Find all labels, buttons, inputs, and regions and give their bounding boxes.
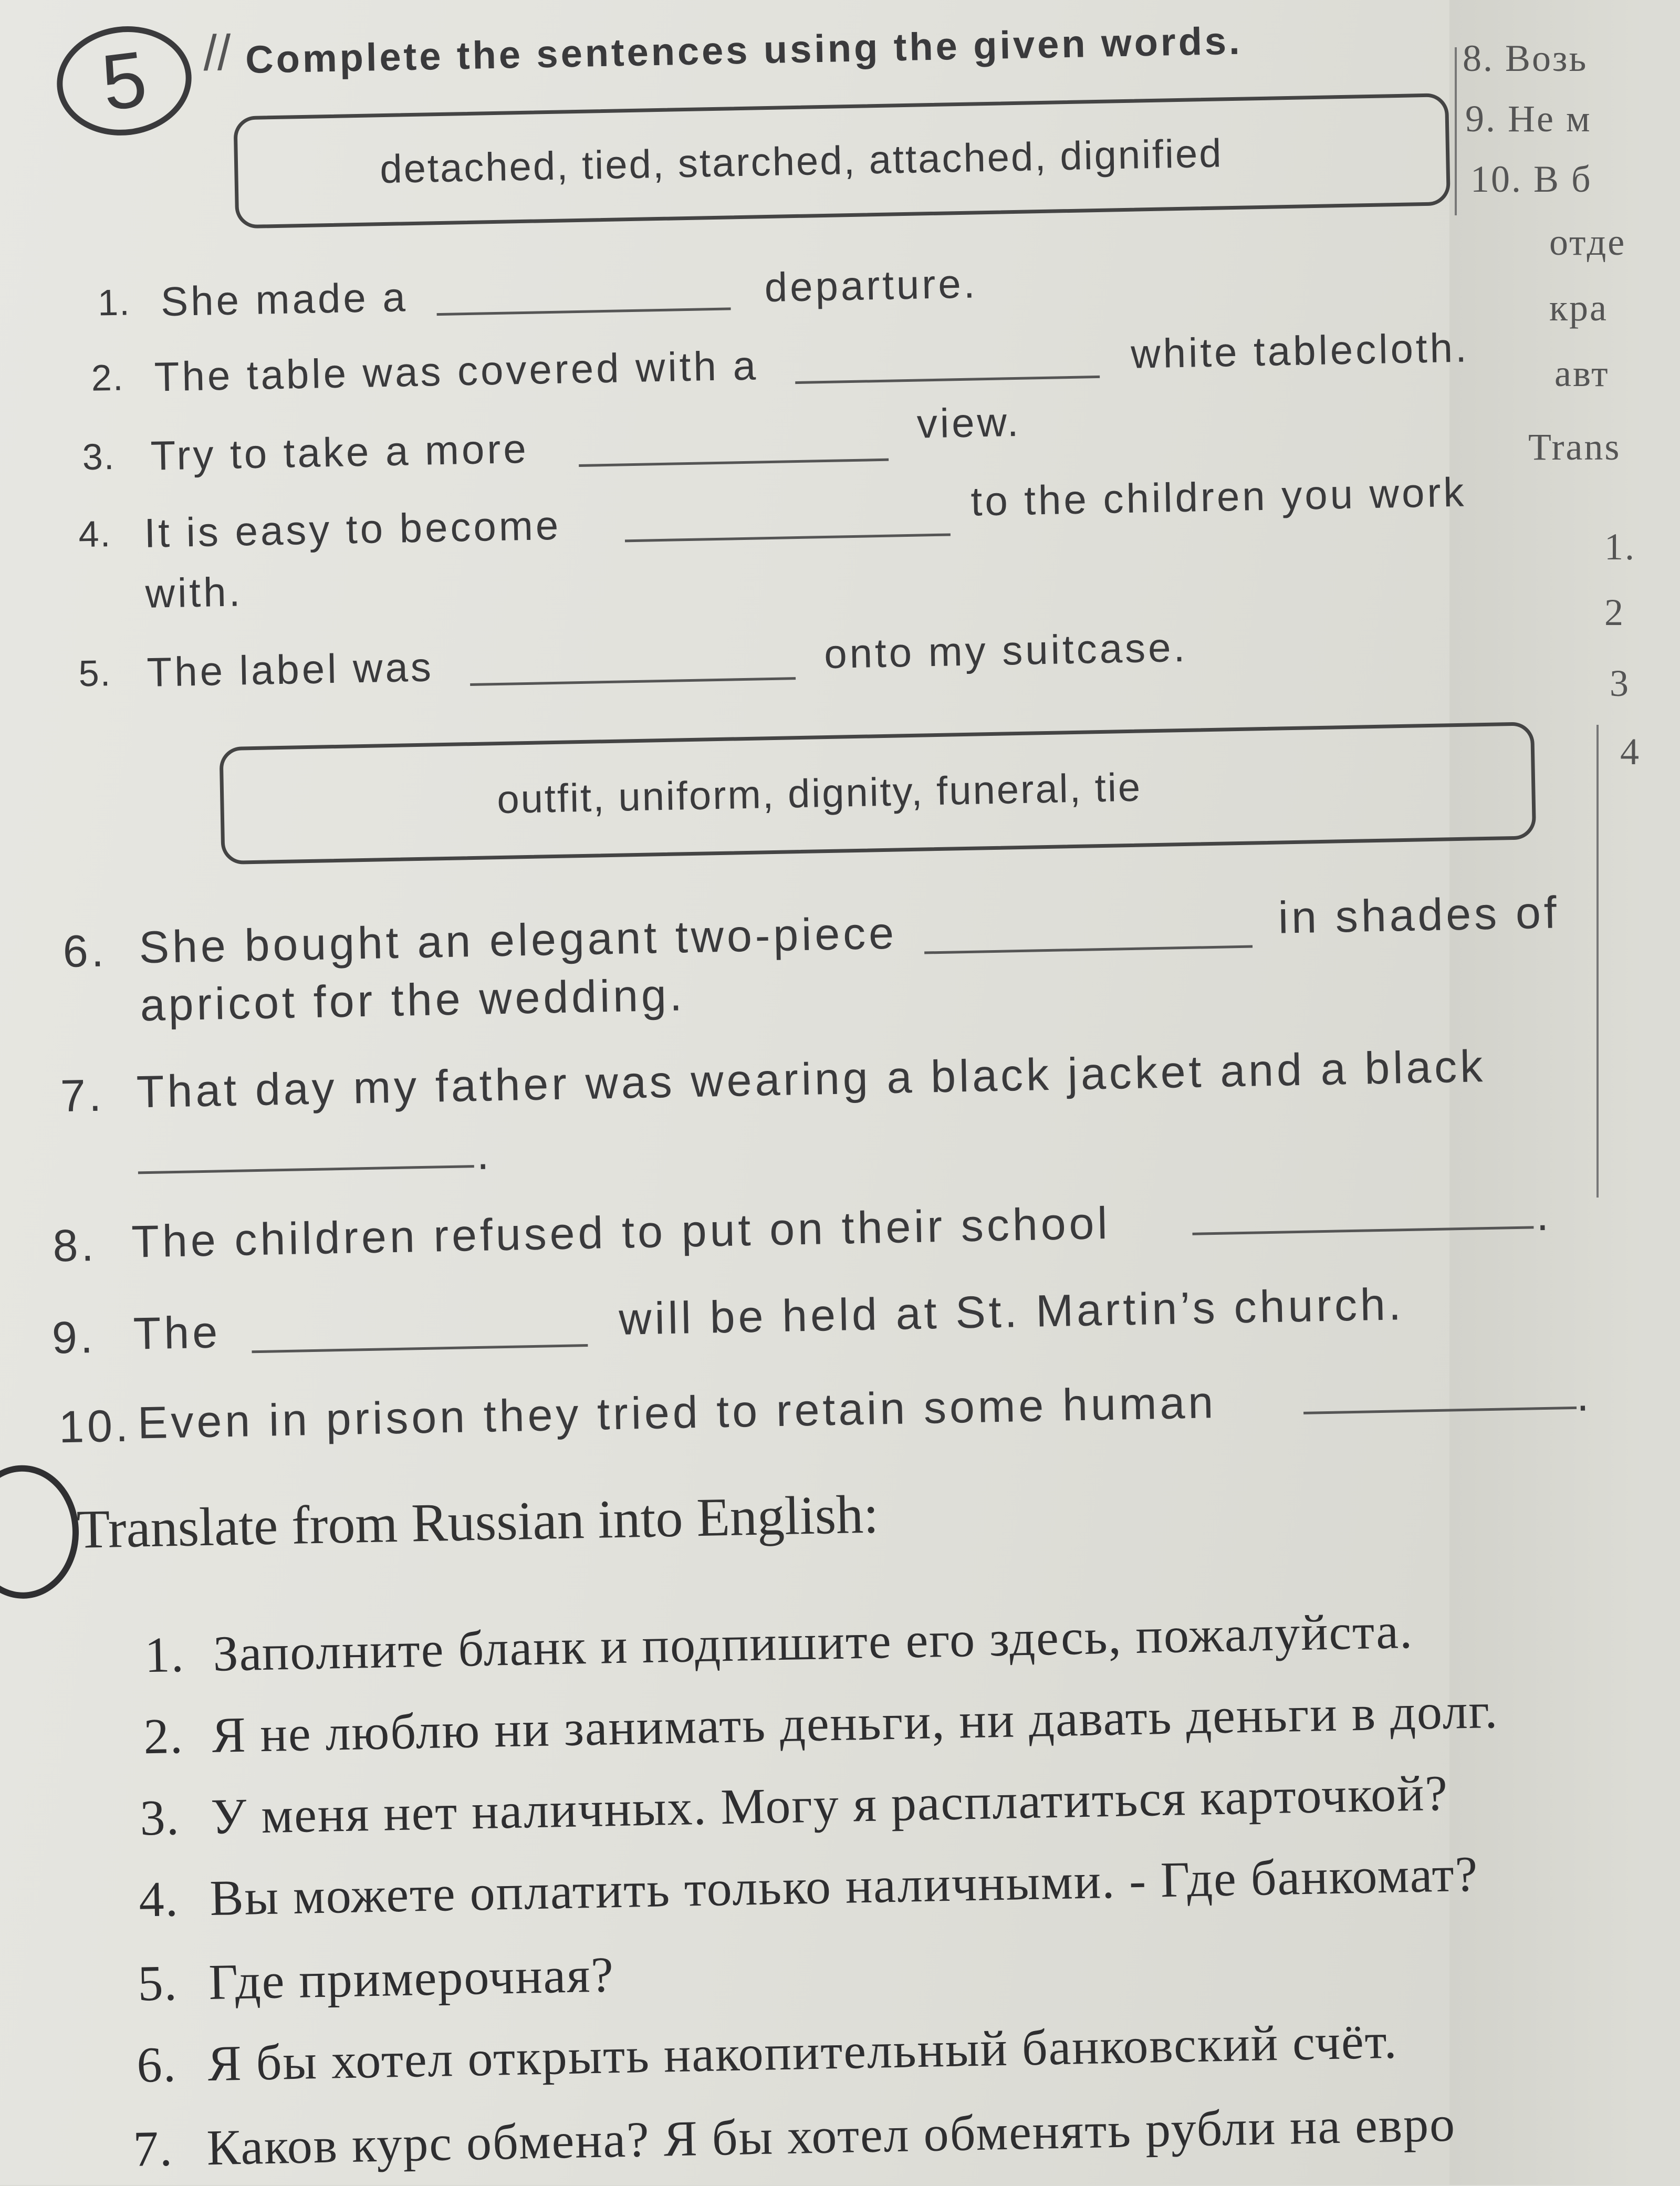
right-page-line-6: авт: [1554, 352, 1610, 394]
answer-blank: [252, 1344, 588, 1353]
translate-item-number: 1.: [144, 1626, 185, 1683]
answer-blank: [437, 307, 731, 316]
right-page-line-4: отде: [1549, 221, 1626, 263]
answer-blank: [625, 533, 951, 542]
item-number: 2.: [91, 357, 124, 399]
sentence-text: .: [476, 1128, 493, 1179]
right-page-line-2: 9. Не м: [1465, 98, 1592, 140]
item-number: 4.: [78, 513, 112, 555]
right-page-line-1: 8. Возь: [1463, 37, 1588, 79]
translate-item-number: 4.: [138, 1870, 180, 1928]
sentence-text: That day my father was wearing a black jacket and a black: [136, 1041, 1486, 1118]
exercise-5-title: Complete the sentences using the given words.: [245, 18, 1243, 82]
sentence-text-continued: with.: [144, 568, 243, 617]
sentence-text: The label was: [146, 643, 434, 695]
translate-item-text: Заполните бланк и подпишите его здесь, пожалуйста.: [212, 1602, 1414, 1682]
sentence-text: white tablecloth.: [1130, 324, 1470, 377]
exercise-5-slashes: //: [203, 25, 232, 81]
sentence-text-continued: apricot for the wedding.: [139, 970, 686, 1031]
answer-blank: [1192, 1226, 1533, 1235]
item-number: 6.: [62, 925, 108, 977]
sentence-text: .: [1536, 1189, 1552, 1241]
item-number: 8.: [52, 1220, 98, 1272]
right-page-line-7: Trans: [1528, 426, 1621, 468]
sentence-text: It is easy to become: [143, 502, 561, 556]
translate-item-number: 3.: [139, 1789, 181, 1846]
word-box-1-words: detached, tied, starched, attached, dignified: [379, 131, 1224, 192]
item-number: 3.: [81, 435, 116, 478]
translate-item-number: 6.: [136, 2036, 178, 2093]
answer-blank: [138, 1165, 474, 1174]
answer-blank: [924, 945, 1253, 954]
sentence-text: She made a: [160, 274, 409, 325]
right-page-line-3: 10. В б: [1470, 158, 1592, 200]
item-number: 1.: [97, 282, 131, 324]
right-page-line-8: 1.: [1604, 526, 1636, 568]
word-box-1: [233, 93, 1451, 228]
answer-blank: [470, 677, 796, 686]
translate-item-number: 5.: [137, 1954, 179, 2012]
translate-item-text: Я не люблю ни занимать деньги, ни давать деньги в долг.: [211, 1682, 1499, 1763]
sentence-text: The table was covered with a: [153, 342, 759, 400]
translate-item-text: Каков курс обмена? Я бы хотел обменять рубли на евро: [206, 2095, 1456, 2176]
sentence-text: will be held at St. Martin’s church.: [618, 1279, 1405, 1345]
sentence-text: .: [1575, 1370, 1593, 1421]
right-page-line-11: 4: [1620, 731, 1641, 773]
sentence-text: view.: [916, 398, 1022, 447]
right-page-line-5: кра: [1549, 287, 1608, 329]
translate-item-text: Где примерочная?: [208, 1946, 615, 2011]
translate-item-text: Вы можете оплатить только наличными. - Где банкомат?: [209, 1845, 1479, 1926]
translate-item-number: 7.: [132, 2120, 174, 2177]
right-page-line-9: 2: [1604, 591, 1625, 633]
sentence-text: to the children you work: [970, 469, 1467, 525]
sentence-text: Try to take a more: [150, 425, 529, 479]
sentence-text: The: [132, 1307, 221, 1359]
answer-blank: [1303, 1407, 1577, 1414]
sentence-text: in shades of: [1278, 887, 1560, 943]
translate-item-number: 2.: [143, 1707, 184, 1765]
sentence-text: departure.: [764, 260, 978, 311]
answer-blank: [579, 459, 889, 467]
exercise-6-title: Translate from Russian into English:: [76, 1484, 880, 1560]
item-number: 10.: [58, 1400, 132, 1453]
sentence-text: Even in prison they tried to retain some human: [137, 1377, 1217, 1449]
item-number: 9.: [51, 1311, 97, 1363]
item-number: 7.: [60, 1070, 105, 1122]
word-box-2: [219, 722, 1536, 865]
exercise-5-number-circle: 5: [50, 18, 198, 143]
sentence-text: The children refused to put on their school: [131, 1198, 1111, 1267]
answer-blank: [795, 376, 1100, 384]
word-box-2-words: outfit, uniform, dignity, funeral, tie: [496, 765, 1142, 823]
exercise-6-number-circle: [0, 1464, 80, 1600]
right-page-line-10: 3: [1610, 662, 1630, 704]
translate-item-text: Я бы хотел открыть накопительный банковский счёт.: [207, 2012, 1399, 2092]
item-number: 5.: [78, 652, 112, 694]
sentence-text: She bought an elegant two-piece: [138, 908, 898, 973]
translate-item-text: У меня нет наличных. Могу я расплатиться карточкой?: [210, 1764, 1449, 1845]
sentence-text: onto my suitcase.: [823, 623, 1188, 678]
